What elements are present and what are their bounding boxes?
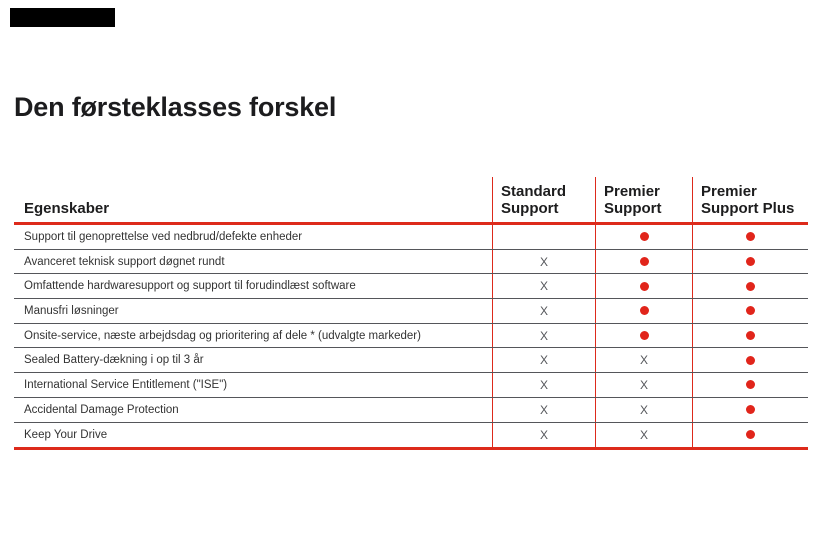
x-mark: X [539, 377, 548, 392]
premier-support-cell [595, 348, 692, 372]
premier-support-cell [595, 423, 692, 448]
included-dot-icon [746, 232, 755, 241]
included-dot-icon [746, 356, 755, 365]
premier-support-plus-cell [692, 274, 808, 298]
feature-label: Sealed Battery-dækning i op til 3 år [24, 354, 204, 367]
column-header-premier-support: Premier Support [595, 177, 692, 222]
feature-label: Omfattende hardwaresupport og support til forudindlæst software [24, 280, 356, 293]
standard-support-cell [492, 299, 595, 323]
standard-support-cell [492, 324, 595, 348]
table-header-row [14, 177, 808, 225]
standard-support-cell [492, 348, 595, 372]
included-dot-icon [746, 380, 755, 389]
included-dot-icon [640, 282, 649, 291]
standard-support-cell [492, 398, 595, 422]
feature-label: Keep Your Drive [24, 428, 108, 441]
standard-support-cell [492, 225, 595, 249]
included-dot-icon [746, 405, 755, 414]
premier-support-plus-cell [692, 250, 808, 274]
premier-support-plus-cell [692, 398, 808, 422]
x-mark: X [539, 353, 548, 368]
support-comparison-table [14, 177, 808, 450]
premier-support-plus-cell [692, 299, 808, 323]
premier-support-cell [595, 299, 692, 323]
table-row [14, 299, 808, 324]
column-header-standard-support: Standard Support [492, 177, 595, 222]
included-dot-icon [746, 257, 755, 266]
premier-support-plus-cell [692, 324, 808, 348]
premier-support-plus-cell [692, 373, 808, 397]
standard-support-cell [492, 274, 595, 298]
feature-label: Onsite-service, næste arbejdsdag og prioritering af dele * (udvalgte markeder) [24, 329, 421, 342]
feature-label: Accidental Damage Protection [24, 403, 179, 416]
included-dot-icon [746, 282, 755, 291]
premier-support-cell [595, 324, 692, 348]
x-mark: X [539, 254, 548, 269]
x-mark: X [539, 402, 548, 417]
table-row [14, 274, 808, 299]
top-left-black-bar [10, 8, 115, 27]
x-mark: X [539, 303, 548, 318]
x-mark: X [539, 279, 548, 294]
standard-support-cell [492, 373, 595, 397]
feature-label: Manusfri løsninger [24, 304, 119, 317]
included-dot-icon [746, 306, 755, 315]
included-dot-icon [640, 306, 649, 315]
feature-label: Avanceret teknisk support døgnet rundt [24, 255, 225, 268]
premier-support-cell [595, 398, 692, 422]
x-mark: X [639, 353, 648, 368]
premier-support-cell [595, 250, 692, 274]
included-dot-icon [640, 331, 649, 340]
included-dot-icon [746, 430, 755, 439]
column-header-egenskaber: Egenskaber [24, 199, 110, 217]
premier-support-cell [595, 373, 692, 397]
x-mark: X [639, 427, 648, 442]
premier-support-cell [595, 274, 692, 298]
x-mark: X [639, 402, 648, 417]
premier-support-plus-cell [692, 423, 808, 448]
table-row [14, 348, 808, 373]
premier-support-cell [595, 225, 692, 249]
standard-support-cell [492, 423, 595, 448]
table-row [14, 398, 808, 423]
x-mark: X [539, 427, 548, 442]
x-mark: X [639, 377, 648, 392]
column-header-premier-support-plus: Premier Support Plus [692, 177, 808, 222]
premier-support-plus-cell [692, 225, 808, 249]
table-row [14, 250, 808, 275]
table-row [14, 423, 808, 448]
table-row [14, 324, 808, 349]
included-dot-icon [640, 257, 649, 266]
table-row [14, 373, 808, 398]
feature-label: International Service Entitlement ("ISE") [24, 378, 228, 391]
included-dot-icon [746, 331, 755, 340]
standard-support-cell [492, 250, 595, 274]
included-dot-icon [640, 232, 649, 241]
feature-label: Support til genoprettelse ved nedbrud/defekte enheder [24, 230, 303, 243]
page-title: Den førsteklasses forskel [14, 92, 337, 122]
premier-support-plus-cell [692, 348, 808, 372]
table-row [14, 225, 808, 250]
x-mark: X [539, 328, 548, 343]
